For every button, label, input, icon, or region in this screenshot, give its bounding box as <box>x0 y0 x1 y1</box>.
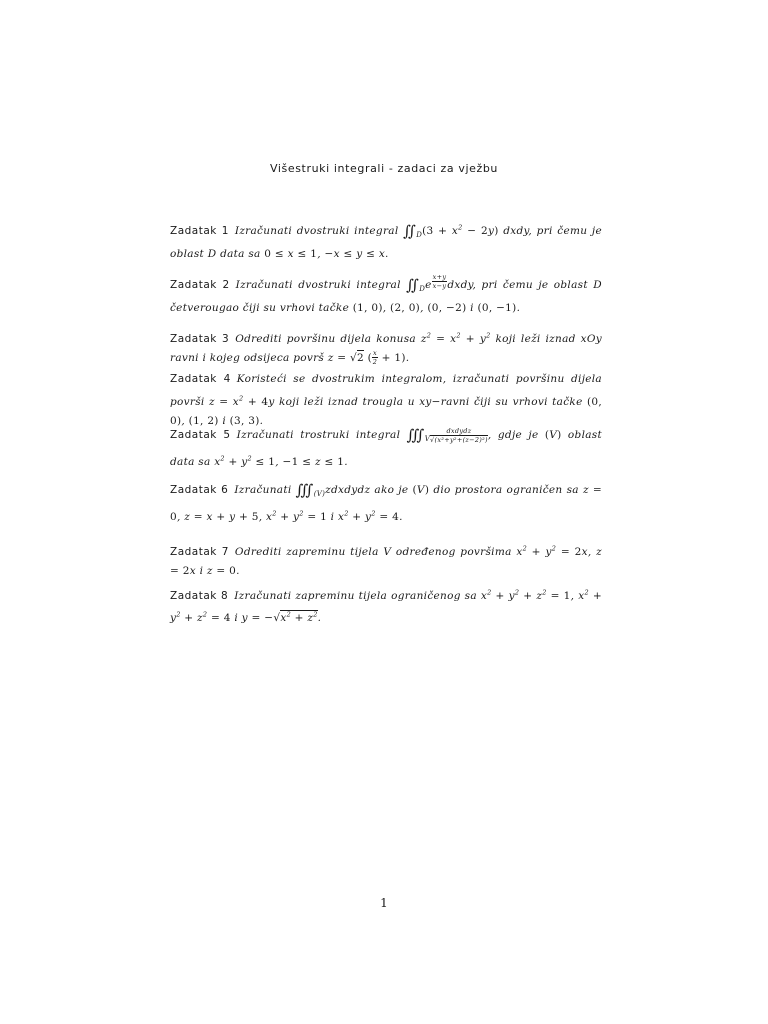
task-5 <box>170 426 602 472</box>
task-2 <box>170 272 602 318</box>
task-8-label: Zadatak 8 <box>170 589 229 602</box>
task-3-label: Zadatak 3 <box>170 332 230 345</box>
task-6 <box>170 481 602 527</box>
task-6-text: Izračunati $∭_{(V)}zdxdydz$ ako je (V) dio prostora ograničen sa z = 0, z = x + y + 5, $x^2 + y^2 = 1$ i $x^2 + y^2 = 4$. <box>170 481 602 523</box>
task-1-text: Izračunati dvostruki integral $∬_D(3 + x^2 - 2y)$ dxdy, pri čemu je oblast D data sa 0 ≤ x ≤ 1, −x ≤ y ≤ x. <box>170 221 602 260</box>
task-1 <box>170 218 602 264</box>
task-3 <box>170 326 602 368</box>
task-8 <box>170 583 602 628</box>
task-5-label: Zadatak 5 <box>170 429 231 441</box>
page-number: 1 <box>380 896 388 910</box>
task-2-text: Izračunati dvostruki integral $∬_De$ $^{\frac{x+y}{x-y}}$ dxdy, pri čemu je oblast D četverougao čiji su vrhovi tačke (1, 0), (2, 0), (0, −2) i (0, −1). <box>170 272 602 314</box>
task-1-label: Zadatak 1 <box>170 224 229 237</box>
task-7 <box>170 539 602 581</box>
task-7-label: Zadatak 7 <box>170 545 229 558</box>
task-3-text: Odrediti površinu dijela konusa $z^2 = x^2 + y^2$ koji leži iznad xOy ravni i kojeg odsijeca površ z = √2 ( $\frac{x}{2}$ + 1). <box>170 331 602 366</box>
task-2-label: Zadatak 2 <box>170 278 230 291</box>
task-4 <box>170 370 602 431</box>
task-8-text: Izračunati zapreminu tijela ograničenog sa $x^2 + y^2 + z^2 = 1$, $x^2 + y^2 + z^2 = 4$ i $y = -√x^2 + z^2$. <box>170 588 603 624</box>
task-5-text: Izračunati trostruki integral $∭_V$ $\frac{\text{dxdydz}}{\text{√(x²+y²+(z−2)²)}}$ , gdje je (V) oblast data sa $x^2 + y^2 \le 1$, −1 ≤ z ≤ 1. <box>170 426 602 468</box>
task-6-label: Zadatak 6 <box>170 484 229 496</box>
task-7-text: Odrediti zapreminu tijela V određenog površima $x^2 + y^2 = 2x$, z = 2x i z = 0. <box>170 544 602 577</box>
page-title: Višestruki integrali - zadaci za vježbu <box>269 162 499 175</box>
task-4-label: Zadatak 4 <box>170 373 231 385</box>
task-4-text: Koristeći se dvostrukim integralom, izračunati površinu dijela površi $z = x^2 + 4y$ koji leži iznad trougla u xy−ravni čiji su vrhovi tačke (0, 0), (1, 2) i (3, 3). <box>170 373 603 427</box>
